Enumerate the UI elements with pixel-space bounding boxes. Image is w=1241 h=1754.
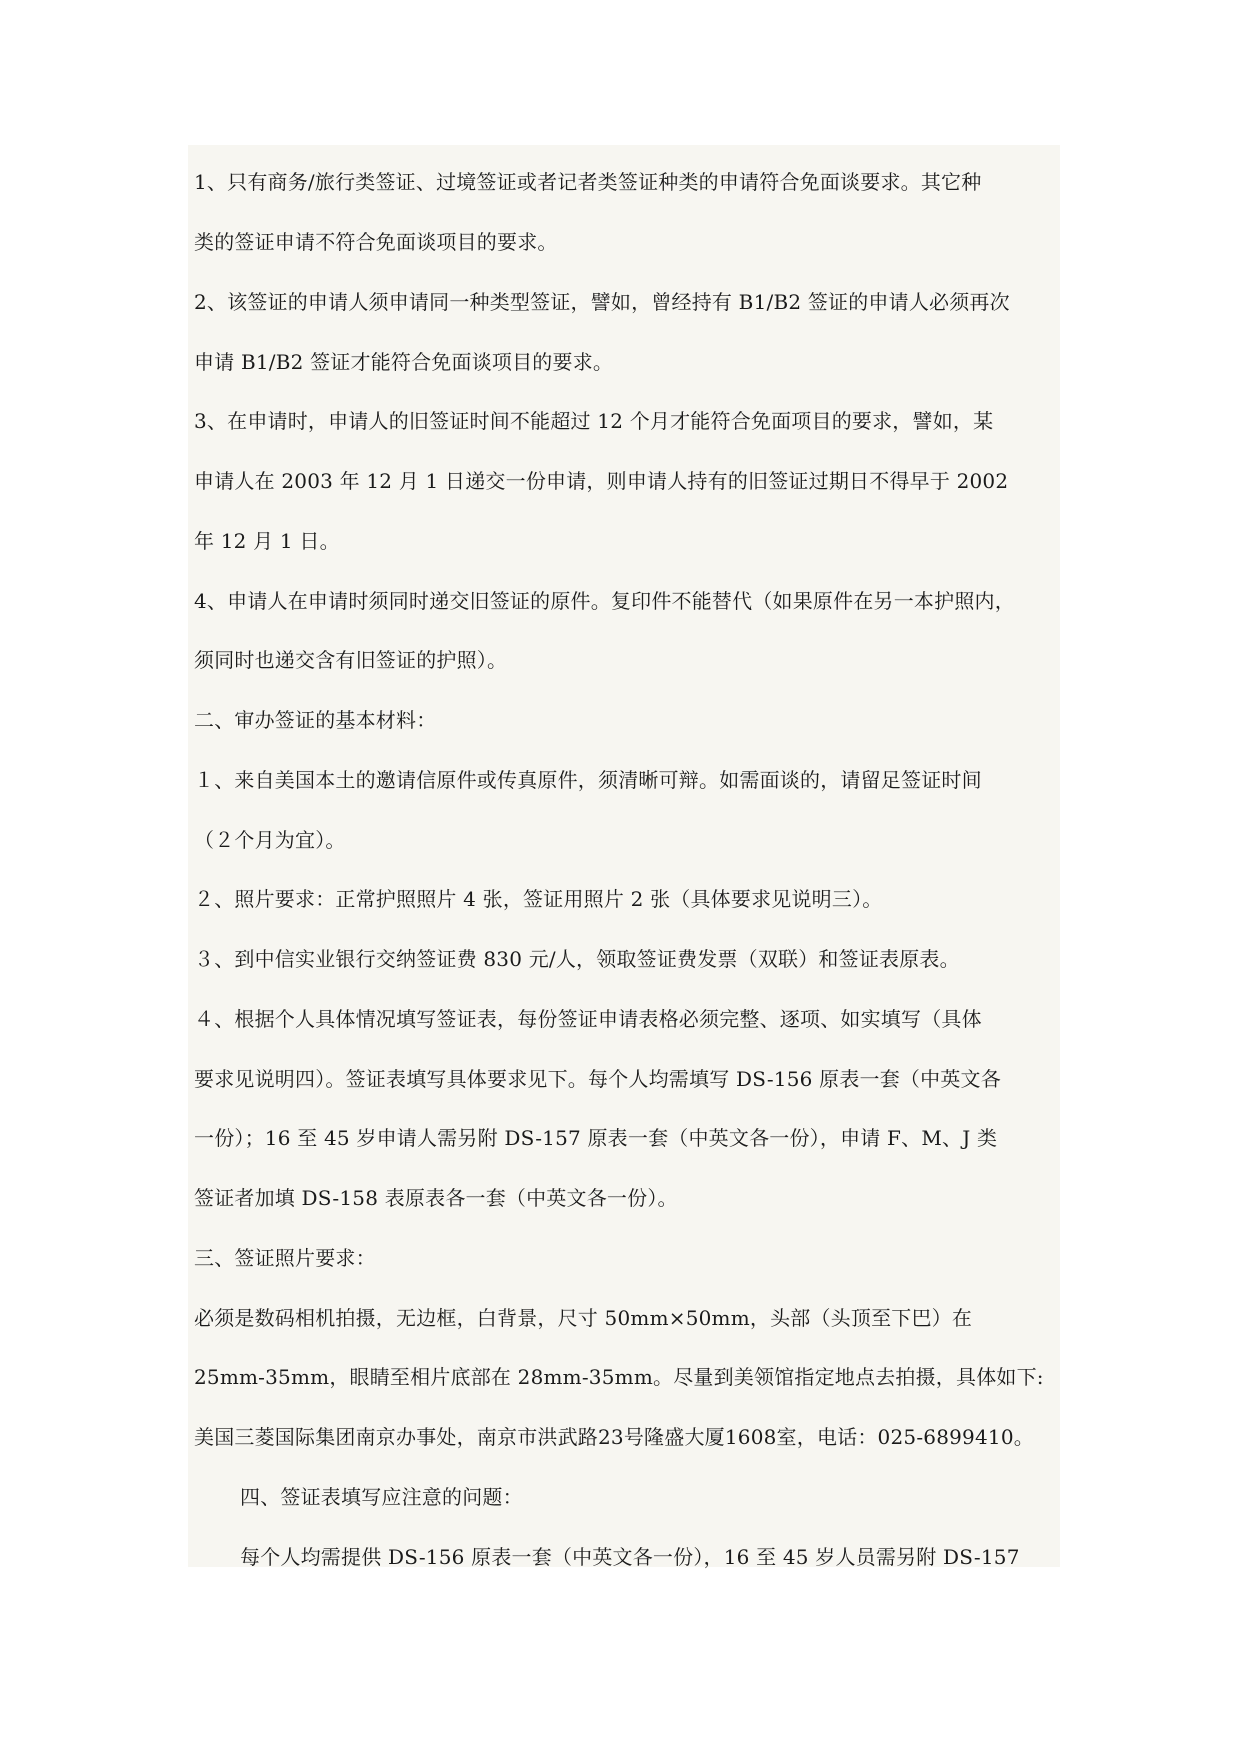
section-heading: 三、签证照片要求： [194,1246,376,1270]
text-line: 申请人在 2003 年 12 月 1 日递交一份申请，则申请人持有的旧签证过期日不得早于 2002 [194,469,1009,493]
text-line: 签证者加填 DS-158 表原表各一套（中英文各一份）。 [194,1186,678,1210]
text-line: 一份）；16 至 45 岁申请人需另附 DS-157 原表一套（中英文各一份），申请 F、M、J 类 [194,1126,998,1150]
text-line: 必须是数码相机拍摄，无边框，白背景，尺寸 50mm×50mm，头部（头顶至下巴）在 [194,1306,973,1330]
text-line: （２个月为宜）。 [194,828,346,852]
text-line: 要求见说明四）。签证表填写具体要求见下。每个人均需填写 DS-156 原表一套（中英文各 [194,1067,1001,1091]
text-line: 4、申请人在申请时须同时递交旧签证的原件。复印件不能替代（如果原件在另一本护照内， [194,589,1015,613]
text-line: 每个人均需提供 DS-156 原表一套（中英文各一份），16 至 45 岁人员需另附 DS-157 [240,1545,1020,1569]
section-heading: 二、审办签证的基本材料： [194,708,437,732]
text-line: ３、到中信实业银行交纳签证费 830 元/人，领取签证费发票（双联）和签证表原表。 [194,947,960,971]
text-line: 3、在申请时，申请人的旧签证时间不能超过 12 个月才能符合免面项目的要求，譬如，某 [194,409,994,433]
text-line: 年 12 月 1 日。 [194,529,340,553]
text-line: １、来自美国本土的邀请信原件或传真原件，须清晰可辩。如需面谈的，请留足签证时间 [194,768,982,792]
text-line: 须同时也递交含有旧签证的护照）。 [194,648,508,672]
text-line: 美国三菱国际集团南京办事处，南京市洪武路23号隆盛大厦1608室，电话：025-6899410。 [194,1425,1034,1449]
text-line: ４、根据个人具体情况填写签证表，每份签证申请表格必须完整、逐项、如实填写（具体 [194,1007,982,1031]
text-line: 1、只有商务/旅行类签证、过境签证或者记者类签证种类的申请符合免面谈要求。其它种 [194,170,982,194]
text-line: 2、该签证的申请人须申请同一种类型签证，譬如，曾经持有 B1/B2 签证的申请人必须再次 [194,290,1010,314]
text-line: 类的签证申请不符合免面谈项目的要求。 [194,230,558,254]
text-line: 申请 B1/B2 签证才能符合免面谈项目的要求。 [194,350,614,374]
text-line: ２、照片要求：正常护照照片 4 张，签证用照片 2 张（具体要求见说明三）。 [194,887,883,911]
section-heading: 四、签证表填写应注意的问题： [240,1485,523,1509]
text-line: 25mm-35mm，眼睛至相片底部在 28mm-35mm。尽量到美领馆指定地点去拍摄，具体如下: [194,1365,1044,1389]
